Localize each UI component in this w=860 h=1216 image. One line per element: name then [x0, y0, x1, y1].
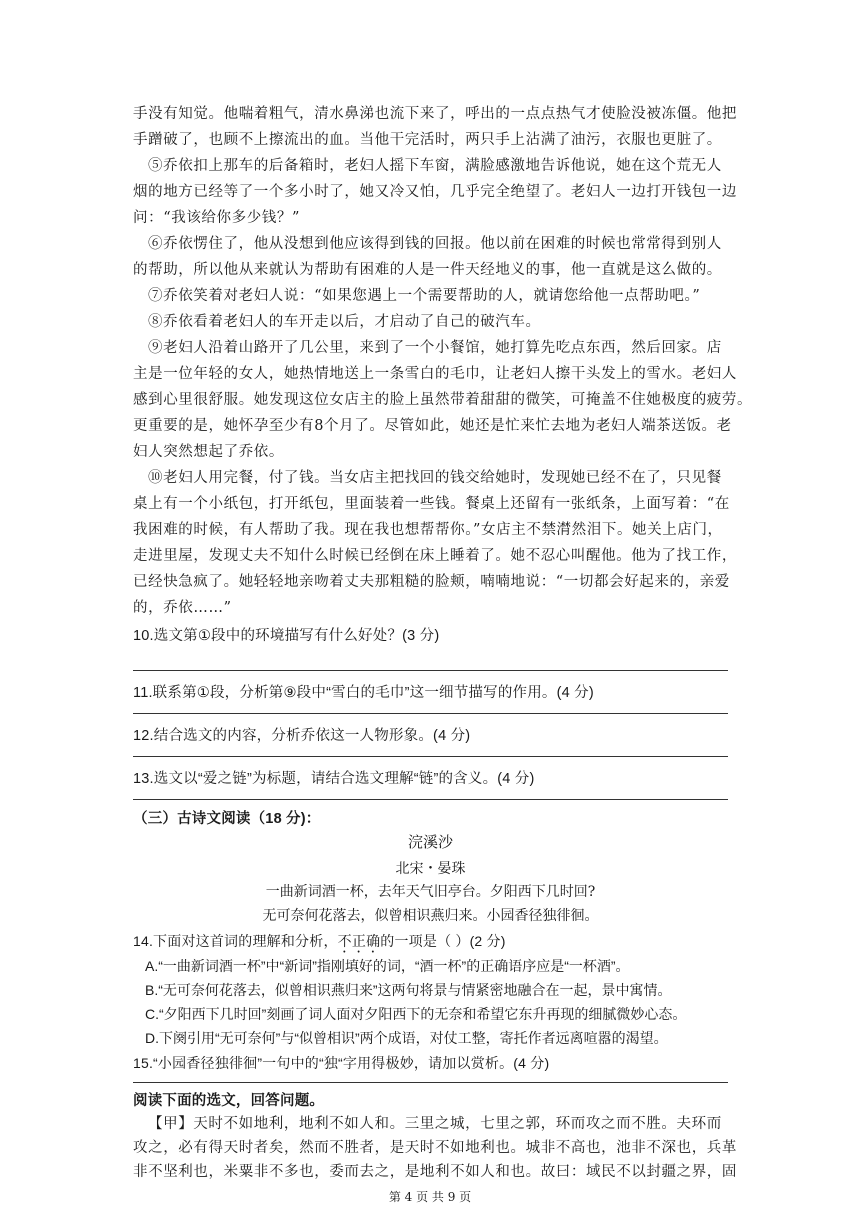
passage-line: ⑩老妇人用完餐，付了钱。当女店主把找回的钱交给她时，发现她已经不在了，只见餐 — [148, 470, 722, 486]
answer-line[interactable] — [133, 713, 728, 714]
passage-line: 的，乔依……” — [133, 600, 232, 616]
option-b[interactable]: B.“无可奈何花落去，似曾相识燕归来”这两句将景与情紧密地融合在一起，景中寓情。 — [145, 982, 672, 998]
passage-line: 走进里屋，发现丈夫不知什么时候已经倒在床上睡着了。她不忍心叫醒他。他为了找工作， — [133, 548, 737, 564]
option-d[interactable]: D.下阕引用“无可奈何”与“似曾相识”两个成语，对仗工整，寄托作者远离喧嚣的渴望。 — [145, 1030, 668, 1046]
passage-line: 的帮助，所以他从来就认为帮助有困难的人是一件天经地义的事，他一直就是这么做的。 — [133, 262, 722, 278]
passage-line: ⑤乔依扣上那车的后备箱时，老妇人摇下车窗，满脸感激地告诉他说，她在这个荒无人 — [148, 158, 722, 174]
question-11: 11.联系第①段，分析第⑨段中“雪白的毛巾”这一细节描写的作用。(4 分) — [133, 685, 594, 701]
answer-line[interactable] — [133, 670, 728, 671]
emphasis-not-correct: 不正确 — [337, 933, 381, 949]
question-10: 10.选文第①段中的环境描写有什么好处？(3 分) — [133, 628, 440, 644]
passage-line: 手没有知觉。他喘着粗气，清水鼻涕也流下来了，呼出的一点点热气才使脸没被冻僵。他把 — [133, 106, 737, 122]
classical-line: 攻之，必有得天时者矣，然而不胜者，是天时不如地利也。城非不高也，池非不深也，兵革 — [133, 1140, 737, 1156]
question-13: 13.选文以“爱之链”为标题，请结合选文理解“链”的含义。(4 分) — [133, 771, 535, 787]
poem-title: 浣溪沙 — [407, 834, 453, 851]
question-12: 12.结合选文的内容，分析乔依这一人物形象。(4 分) — [133, 728, 471, 744]
passage-line: ⑥乔依愣住了，他从没想到他应该得到钱的回报。他以前在困难的时候也常常得到别人 — [148, 236, 722, 252]
answer-line[interactable] — [133, 799, 728, 800]
question-14 — [133, 928, 728, 956]
passage-line: ⑨老妇人沿着山路开了几公里，来到了一个小餐馆，她打算先吃点东西，然后回家。店 — [148, 340, 722, 356]
passage-line: 烟的地方已经等了一个多小时了，她又冷又怕，几乎完全绝望了。老妇人一边打开钱包一边 — [133, 184, 737, 200]
question-14-prefix: 14.下面对这首词的理解和分析， — [133, 933, 338, 949]
passage-line: 主是一位年轻的女人，她热情地送上一条雪白的毛巾，让老妇人擦干头发上的雪水。老妇人 — [133, 366, 737, 382]
classical-line: 非不坚利也，米粟非不多也，委而去之，是地利不如人和也。故曰：域民不以封疆之界，固 — [133, 1164, 737, 1180]
option-c[interactable]: C.“夕阳西下几时回”刻画了词人面对夕阳西下的无奈和希望它东升再现的细腻微妙心态。 — [145, 1006, 687, 1022]
reading-heading: 阅读下面的选文，回答问题。 — [133, 1093, 325, 1109]
passage-line: 感到心里很舒服。她发现这位女店主的脸上虽然带着甜甜的微笑，可掩盖不住她极度的疲劳。 — [133, 392, 753, 408]
question-15: 15.“小园香径独徘徊”一句中的“独“字用得极妙，请加以赏析。(4 分) — [133, 1055, 550, 1071]
passage-line: 手蹭破了，也顾不上擦流出的血。当他干完活时，两只手上沾满了油污，衣服也更脏了。 — [133, 132, 722, 148]
page-footer: 第 4 页 共 9 页 — [388, 1190, 472, 1204]
poem-author: 北宋・晏珠 — [395, 860, 466, 876]
passage-line: 已经快急疯了。她轻轻地亲吻着丈夫那粗糙的脸颊，喃喃地说：“一切都会好起来的，亲爱 — [133, 574, 730, 590]
passage-line: ⑧乔依看着老妇人的车开走以后，才启动了自己的破汽车。 — [148, 314, 541, 330]
answer-line[interactable] — [133, 1082, 728, 1083]
passage-line: 妇人突然想起了乔依。 — [133, 444, 284, 460]
option-a[interactable]: A.“一曲新词酒一杯”中“新词”指刚填好的词，“酒一杯”的正确语序应是“一杯酒”。 — [145, 958, 630, 974]
poem-line: 无可奈何花落去，似曾相识燕归来。小园香径独徘徊。 — [262, 908, 599, 924]
classical-line: 【甲】天时不如地利，地利不如人和。三里之城，七里之郭，环而攻之而不胜。夫环而 — [148, 1116, 722, 1132]
passage-line: 我困难的时候，有人帮助了我。现在我也想帮帮你。”女店主不禁潸然泪下。她关上店门， — [133, 522, 723, 538]
passage-line: ⑦乔依笑着对老妇人说：“如果您遇上一个需要帮助的人，就请您给他一点帮助吧。” — [148, 288, 701, 304]
answer-line[interactable] — [133, 756, 728, 757]
question-14-suffix: 的一项是（ ）(2 分) — [380, 933, 506, 949]
poem-line: 一曲新词酒一杯，去年天气旧亭台。夕阳西下几时回? — [265, 884, 596, 900]
passage-line: 问：“我该给你多少钱？” — [133, 210, 301, 226]
passage-line: 桌上有一个小纸包，打开纸包，里面装着一些钱。餐桌上还留有一张纸条，上面写着：“在 — [133, 496, 730, 512]
passage-line: 更重要的是，她怀孕至少有8个月了。尽管如此，她还是忙来忙去地为老妇人端茶送饭。老 — [133, 418, 732, 434]
section-heading: （三）古诗文阅读（18 分)： — [133, 811, 321, 827]
